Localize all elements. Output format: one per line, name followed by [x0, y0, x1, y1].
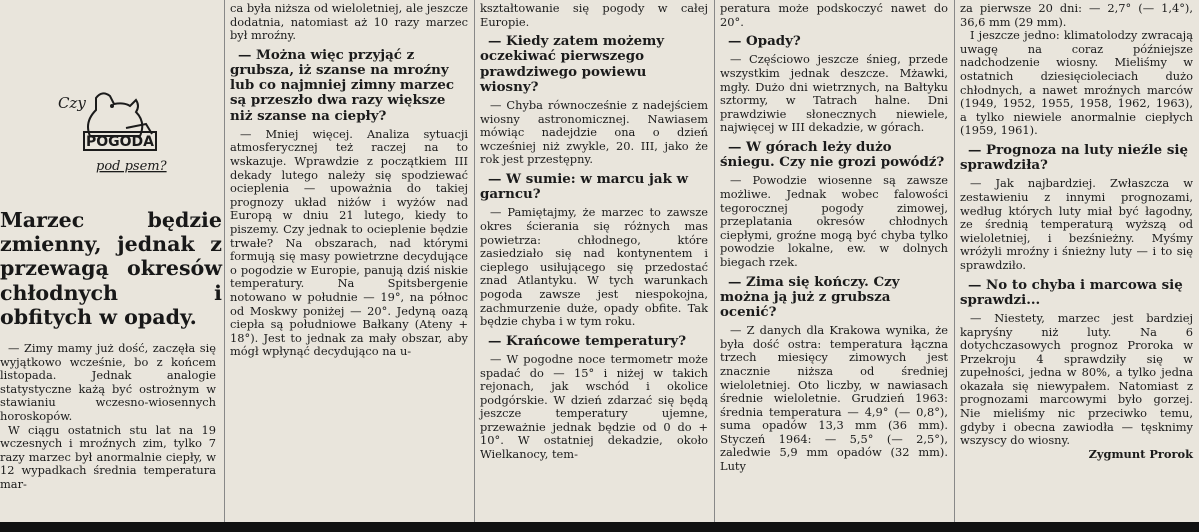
answer-paragraph: — W pogodne noce termometr może spadać do — 15° i niżej w takich rejonach, jak wschód i okolice podgórskie. W dzień zdarzać się będą jeszcze temperatury ujemne, przeważnie jednak będzie od 0 do + 10°. W ostatniej dekadzie, około Wielkanocy, tem-	[480, 351, 708, 462]
answer-paragraph: I jeszcze jedno: klimatolodzy zwracają uwagę na coraz późniejsze nadchodzenie wiosny. Mieliśmy w ostatnich dziesięcioleciach dużo chłodnych, a nawet mroźnych marców (1949, 1952, 1955, 1958, 1962, 1963), a tylko niewiele anormalnie ciepłych (1959, 1961).	[960, 28, 1193, 138]
answer-paragraph: — Powodzie wiosenne są zawsze możliwe. Jednak wobec falowości tegorocznej pogody zimowej, przeplatania okresów chłodnych ciepłymi, groźne mogą być chyba tylko powodzie lokalne, ew. w dolnych biegach rzek.	[720, 173, 948, 269]
text-column-5	[954, 0, 1199, 532]
bottom-rule	[0, 522, 1199, 532]
author-signature: Zygmunt Prorok	[1088, 446, 1193, 461]
pogoda-dog-logo	[56, 88, 176, 180]
text-column-4	[714, 0, 954, 532]
text-column-3	[474, 0, 714, 532]
answer-paragraph: — Pamiętajmy, że marzec to zawsze okres ścierania się różnych mas powietrza: chłodnego, które zasiedziało się nad kontynentem i cieplego usiłującego się przedostać znad Atlantyku. W tych warunkach pogoda zawsze jest niespokojna, zachmurzenie duże, opady obfite. Tak będzie chyba i w tym roku.	[480, 205, 708, 329]
interview-question: — Można więc przyjąć z grubsza, iż szanse na mroźny lub co najmniej zimny marzec są przeszło dwa razy większe niż szanse na ciepły?	[230, 46, 455, 124]
answer-paragraph: — Z danych dla Krakowa wynika, że była dość ostra: temperatura łączna trzech miesięcy zimowych jest znacznie niższa od średniej wieloletniej. Oto liczby, w nawiasach średnie wieloletnie. Grudzień 1963: średnia temperatura — 4,9° (— 0,8°), suma opadów 13,3 mm (36 mm). Styczeń 1964: — 5,5° (— 2,5°), zaledwie 5,9 mm opadów (32 mm). Luty	[720, 323, 948, 474]
answer-paragraph: za pierwsze 20 dni: — 2,7° (— 1,4°), 36,6 mm (29 mm).	[960, 1, 1193, 29]
interview-question: — W górach leży dużo śniegu. Czy nie grozi powódź?	[720, 138, 945, 171]
logo-top-text: Czy	[58, 94, 86, 112]
interview-question: — Kiedy zatem możemy oczekiwać pierwszego prawdziwego powiewu wiosny?	[480, 33, 665, 95]
answer-paragraph: — Chyba równocześnie z nadejściem wiosny astronomicznej. Nawiasem mówiąc nadejdzie ona o dzień wcześniej niż zwykle, 20. III, jako że rok jest przestępny.	[480, 98, 708, 167]
interview-question: — Prognoza na luty nieźle się sprawdziła?	[960, 141, 1188, 174]
article-headline: Marzec będzie zmienny, jednak z przewagą okresów chłodnych i obfitych w opady.	[0, 208, 222, 329]
interview-question: — Krańcowe temperatury?	[488, 332, 687, 349]
interview-question: — Opady?	[728, 33, 801, 50]
answer-paragraph: — Mniej więcej. Analiza sytuacji atmosferycznej też raczej na to wskazuje. Wprawdzie z początkiem III dekady lutego należy się spodziewać ocieplenia — upoważnia do takiej prognozy układ niżów i wyżów nad Europą w dniu 21 lutego, kiedy to piszemy. Czy jednak to ocieplenie będzie trwałe? Na obszarach, nad którymi formują się masy powietrzne decydujące o pogodzie w Europie, panują dziś niskie temperatury. Na Spitsbergenie notowano w południe — 19°, na północ od Moskwy poniżej — 20°. Jedyną oazą ciepła są południowe Bałkany (Ateny + 18°). Jest to jednak za mały obszar, aby mógł wpłynąć decydująco na u-	[230, 126, 468, 359]
answer-paragraph: — Niestety, marzec jest bardziej kapryśny niż luty. Na 6 dotychczasowych prognoz Proroka w Przekroju 4 sprawdziły się w zupełności, jedna w 80%, a tylko jedna okazała się niewypałem. Natomiast z prognozami marcowymi było gorzej. Nie mieliśmy nic przeciwko temu, gdyby i obecna zawiodła — tęsknimy wszyscy do wiosny.	[960, 310, 1193, 448]
lead-paragraph: W ciągu ostatnich stu lat na 19 wczesnych i mroźnych zim, tylko 7 razy marzec był anormalnie ciepły, w 12 wypadkach średnia temperatura mar-	[0, 422, 216, 491]
interview-question: — No to chyba i marcowa się sprawdzi...	[960, 276, 1183, 308]
answer-paragraph: — Częściowo jeszcze śnieg, przede wszystkim jednak deszcze. Mżawki, mgły. Dużo dni wietrznych, na Bałtyku sztormy, w Tatrach halne. Dni prawdziwie słonecznych niewiele, najwięcej w III dekadzie, w górach.	[720, 52, 948, 135]
lead-paragraph: — Zimy mamy już dość, zaczęła się wyjątkowo wcześnie, bo z końcem listopada. Jednak analogie statystyczne każą być ostrożnym w stawianiu wczesno-wiosennych horoskopów.	[0, 341, 216, 423]
text-column-2	[224, 0, 474, 532]
logo-bottom-text: pod psem?	[96, 159, 167, 174]
interview-question: — Zima się kończy. Czy można ją już z grubsza ocenić?	[720, 273, 900, 320]
interview-question: — W sumie: w marcu jak w garncu?	[480, 170, 689, 203]
answer-paragraph: ca była niższa od wieloletniej, ale jeszcze dodatnia, natomiast aż 10 razy marzec był mroźny.	[230, 1, 468, 43]
answer-paragraph: — Jak najbardziej. Zwłaszcza w zestawieniu z innymi prognozami, według których luty miał być łagodny, ze średnią temperaturą wyższą od wieloletniej, i bezśnieżny. Myśmy wróżyli mroźny i śnieżny luty — i to się sprawdziło.	[960, 176, 1193, 272]
logo-title: POGODA	[85, 134, 155, 150]
answer-paragraph: kształtowanie się pogody w całej Europie.	[480, 1, 708, 29]
answer-paragraph: peratura może podskoczyć nawet do 20°.	[720, 1, 948, 29]
article-lead	[0, 342, 216, 492]
